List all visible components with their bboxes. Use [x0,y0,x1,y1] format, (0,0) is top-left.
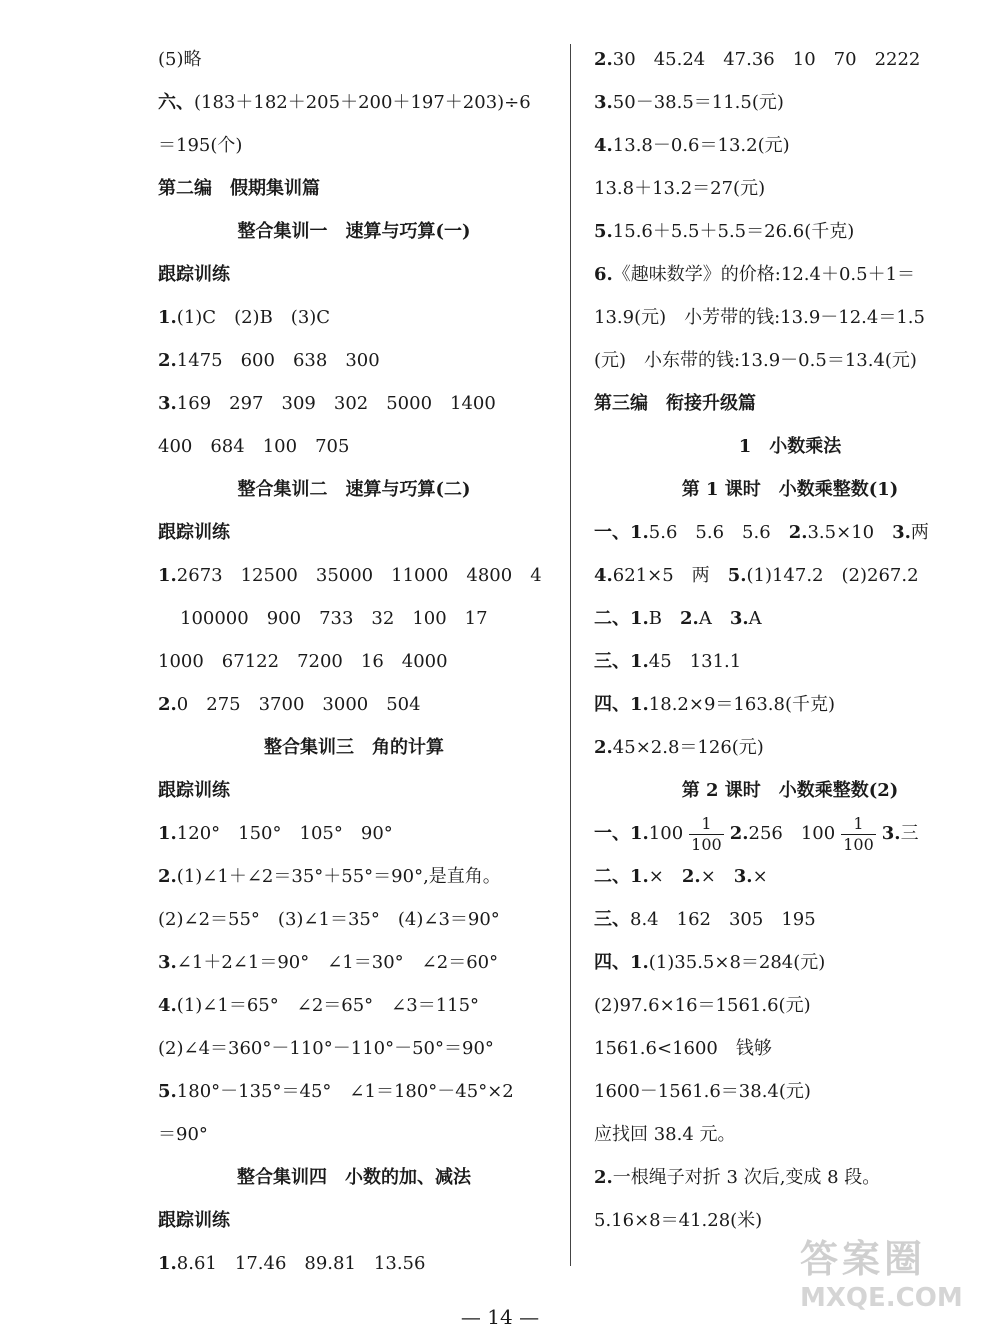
answer-text: 2673 12500 35000 11000 4800 4 [176,565,542,586]
answer-line [158,640,550,683]
answer-text: 256 100 [748,823,836,844]
item-number: 5. [727,565,747,586]
answer-text: 15.6＋5.5＋5.5＝26.6(千克) [612,221,855,242]
answer-line [158,167,550,210]
answer-text: (2)97.6×16＝1561.6(元) [594,995,811,1016]
answer-text: (2)∠2＝55° (3)∠1＝35° (4)∠3＝90° [158,909,500,930]
answer-line [158,554,550,597]
answer-line [158,683,550,726]
answer-text: 621×5 两 [612,565,728,586]
answer-line [158,210,550,253]
answer-line [594,597,986,640]
answer-text: ＝90° [158,1124,208,1145]
answer-text: 45 131.1 [648,651,742,672]
fraction [689,813,724,854]
item-number: 三、1. [594,651,649,672]
answer-text: 第二编 假期集训篇 [158,178,320,199]
answer-text: 100 [648,823,684,844]
answer-line [594,898,986,941]
answer-line [158,855,550,898]
answer-text: 第三编 衔接升级篇 [594,393,756,414]
answer-text: 50－38.5＝11.5(元) [612,92,784,113]
item-number: 二、1. [594,608,649,629]
answer-text: 100000 900 733 32 100 17 [180,608,488,629]
answer-line [594,1027,986,1070]
answer-line [594,296,986,339]
answer-line [158,81,550,124]
item-number: 2. [594,1167,613,1188]
answer-text: B [648,608,681,629]
answer-text: (1)35.5×8＝284(元) [648,952,826,973]
item-number: 四、1. [594,952,649,973]
item-number: 3. [881,823,901,844]
right-column [594,38,986,1242]
item-number: 2. [681,866,701,887]
answer-line [594,38,986,81]
answer-line [158,468,550,511]
item-number: 2. [158,350,177,371]
answer-line [158,382,550,425]
watermark-url: MXQE.COM [800,1283,963,1313]
item-number: 2. [594,737,613,758]
fraction-numerator: 1 [689,816,724,835]
item-number: 3. [892,522,911,543]
answer-text: (元) 小东带的钱:13.9－0.5＝13.4(元) [594,350,917,371]
answer-line [158,1156,550,1199]
answer-text: 45×2.8＝126(元) [612,737,764,758]
item-number: 1. [158,823,177,844]
answer-line [158,941,550,984]
answer-line [594,726,986,769]
answer-text: 13.8－0.6＝13.2(元) [612,135,790,156]
answer-line [594,1113,986,1156]
answer-text: 整合集训三 角的计算 [264,737,444,758]
answer-text: (5)略 [158,49,202,70]
answer-text: 0 275 3700 3000 504 [176,694,421,715]
item-number: 一、1. [594,522,649,543]
answer-line [158,1242,550,1285]
answer-text: (1)∠1＝65° ∠2＝65° ∠3＝115° [176,995,480,1016]
answer-line [158,898,550,941]
answer-text: 400 684 100 705 [158,436,350,457]
answer-text: (2)∠4＝360°－110°－110°－50°＝90° [158,1038,494,1059]
answer-line [158,296,550,339]
item-number: 三、 [594,909,630,930]
fraction-numerator: 1 [841,816,876,835]
answer-line [158,38,550,81]
answer-line [594,812,986,855]
item-number: 1. [158,1253,177,1274]
answer-text: 18.2×9＝163.8(千克) [648,694,835,715]
answer-text: (1)∠1＋∠2＝35°＋55°＝90°,是直角。 [176,866,501,887]
item-number: 2. [158,866,177,887]
answer-line [158,597,550,640]
answer-text: 5.16×8＝41.28(米) [594,1210,763,1231]
answer-text: 两 [910,522,929,543]
answer-text: 第 2 课时 小数乘整数(2) [681,780,899,801]
item-number: 二、1. [594,866,649,887]
answer-text: 跟踪训练 [158,264,230,285]
item-number: 2. [594,49,613,70]
answer-line [594,769,986,812]
item-number: 1. [158,565,177,586]
answer-line [158,253,550,296]
item-number: 3. [594,92,613,113]
left-column [158,38,550,1285]
item-number: 3. [158,393,177,414]
watermark-logo-text: 答案圈 [800,1237,927,1281]
answer-text: (183＋182＋205＋200＋197＋203)÷6 [194,92,531,113]
item-number: 3. [158,952,177,973]
column-divider [570,44,571,1266]
item-number: 3. [729,608,749,629]
answer-text: ∠1＋2∠1＝90° ∠1＝30° ∠2＝60° [176,952,499,973]
answer-line [158,1199,550,1242]
item-number: 一、1. [594,823,649,844]
answer-text: ＝195(个) [158,135,243,156]
answer-line [158,511,550,554]
answer-line [594,425,986,468]
item-number: 六、 [158,92,194,113]
answer-line [158,1027,550,1070]
answer-text: 120° 150° 105° 90° [176,823,393,844]
answer-text: 应找回 38.4 元。 [594,1124,736,1145]
item-number: 4. [594,135,613,156]
answer-text: 13.8＋13.2＝27(元) [594,178,766,199]
answer-text: × [648,866,682,887]
item-number: 2. [680,608,699,629]
item-number: 5. [594,221,613,242]
watermark-logo [800,1228,990,1320]
answer-text: 1561.6<1600 钱够 [594,1038,772,1059]
answer-line [594,1156,986,1199]
answer-text: 5.6 5.6 5.6 [648,522,789,543]
answer-text: 第 1 课时 小数乘整数(1) [681,479,899,500]
answer-text: 跟踪训练 [158,522,230,543]
item-number: 2. [729,823,749,844]
answer-text: A [698,608,730,629]
answer-line [594,984,986,1027]
answer-line [594,640,986,683]
fraction-denominator: 100 [843,834,874,854]
answer-line [158,1070,550,1113]
answer-text: × [700,866,734,887]
fraction [841,813,876,854]
answer-text: 169 297 309 302 5000 1400 [176,393,496,414]
answer-line [158,124,550,167]
answer-text: 三 [900,823,919,844]
answer-text: 30 45.24 47.36 10 70 2222 [612,49,921,70]
answer-text: 1000 67122 7200 16 4000 [158,651,448,672]
answer-line [158,1113,550,1156]
answer-text: 1475 600 638 300 [176,350,380,371]
answer-text: 整合集训一 速算与巧算(一) [237,221,471,242]
page-number: — 14 — [460,1305,540,1329]
answer-text: 13.9(元) 小芳带的钱:13.9－12.4＝1.5 [594,307,925,328]
answer-text: 整合集训二 速算与巧算(二) [237,479,471,500]
answer-line [158,769,550,812]
item-number: 4. [594,565,613,586]
answer-text: 1600－1561.6＝38.4(元) [594,1081,811,1102]
answer-line [594,210,986,253]
answer-text: (1)147.2 (2)267.2 [746,565,919,586]
answer-line [594,941,986,984]
item-number: 3. [733,866,753,887]
answer-text: A [748,608,762,629]
answer-line [594,511,986,554]
answer-line [594,339,986,382]
answer-line [594,554,986,597]
answer-text: × [752,866,768,887]
answer-text: 《趣味数学》的价格:12.4＋0.5＋1＝ [612,264,916,285]
item-number: 1. [158,307,177,328]
answer-line [158,812,550,855]
answer-text: 180°－135°＝45° ∠1＝180°－45°×2 [176,1081,514,1102]
answer-line [594,124,986,167]
item-number: 四、1. [594,694,649,715]
answer-text: 一根绳子对折 3 次后,变成 8 段。 [612,1167,881,1188]
answer-text: 跟踪训练 [158,780,230,801]
answer-text: 3.5×10 [807,522,893,543]
item-number: 2. [788,522,808,543]
answer-line [594,1070,986,1113]
answer-line [158,984,550,1027]
item-number: 5. [158,1081,177,1102]
answer-text: (1)C (2)B (3)C [176,307,331,328]
answer-line [594,683,986,726]
item-number: 2. [158,694,177,715]
answer-line [158,425,550,468]
answer-text: 1 小数乘法 [738,436,842,457]
answer-line [594,81,986,124]
item-number: 4. [158,995,177,1016]
fraction-denominator: 100 [691,834,722,854]
answer-line [594,167,986,210]
answer-text: 8.61 17.46 89.81 13.56 [176,1253,426,1274]
answer-line [158,726,550,769]
item-number: 6. [594,264,613,285]
answer-line [594,468,986,511]
answer-line [594,855,986,898]
answer-line [594,382,986,425]
answer-text: 整合集训四 小数的加、减法 [237,1167,471,1188]
answer-text: 跟踪训练 [158,1210,230,1231]
answer-text: 8.4 162 305 195 [630,909,816,930]
answer-line [158,339,550,382]
answer-line [594,253,986,296]
